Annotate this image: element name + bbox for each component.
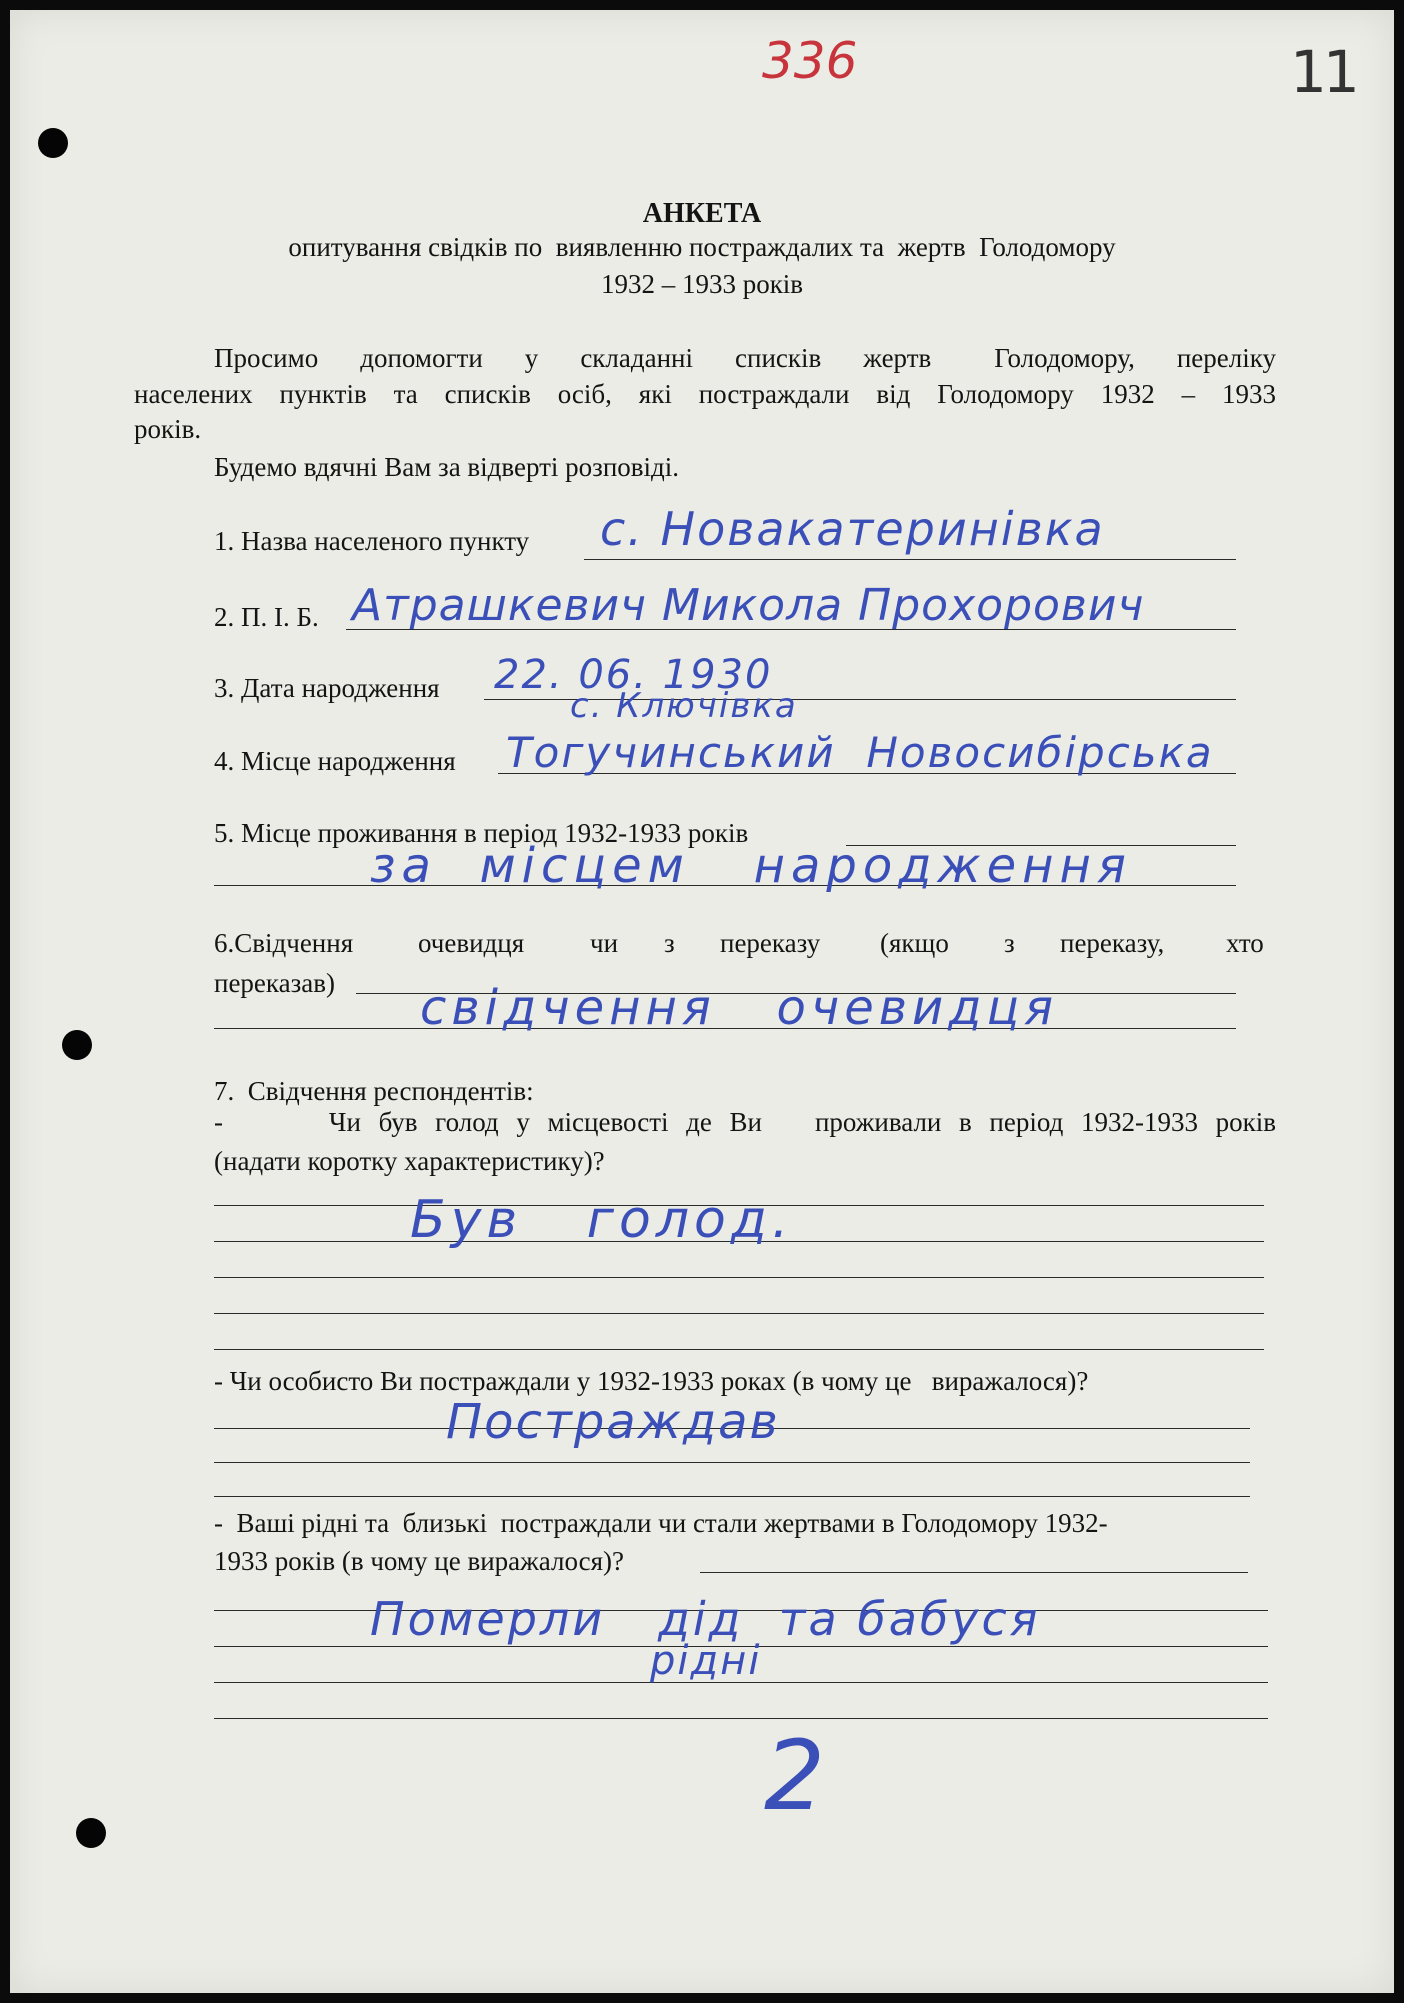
field-testimony-label-i: хто	[1226, 928, 1264, 958]
punch-hole-middle	[62, 1030, 92, 1060]
section-7-title: 7. Свідчення респондентів:	[214, 1076, 534, 1106]
answer-2-line-2	[214, 1462, 1250, 1463]
field-birthplace-value[interactable]: Тогучинський Новосибірська	[506, 728, 1214, 777]
field-testimony-label-a: 6.Свідчення	[214, 928, 354, 958]
field-testimony-label-d: з	[664, 928, 675, 958]
intro-line-1: Просимо допомогти у складанні списків жертв Голодомору, переліку	[214, 343, 1276, 373]
field-testimony-label-b: очевидця	[418, 928, 525, 958]
form-years: 1932 – 1933 років	[600, 269, 804, 299]
question-1-line-2: (надати коротку характеристику)?	[214, 1146, 605, 1176]
archive-number: 336	[762, 32, 858, 90]
field-testimony-value[interactable]: свідчення очевидця	[420, 980, 1058, 1036]
field-testimony-label-e: переказу	[720, 928, 821, 958]
field-birthdate-label: 3. Дата народження	[214, 673, 440, 703]
answer-1-line-4	[214, 1313, 1264, 1314]
field-birthplace-label: 4. Місце народження	[214, 746, 456, 776]
answer-3-value-line-2[interactable]: рідні	[650, 1638, 762, 1684]
field-name-label: 2. П. І. Б.	[214, 602, 319, 632]
answer-3-line-0	[700, 1572, 1248, 1573]
punch-hole-top	[38, 128, 68, 158]
field-settlement-value[interactable]: с. Новакатеринівка	[600, 502, 1105, 556]
field-settlement-label: 1. Назва населеного пункту	[214, 526, 530, 556]
field-testimony-label-h: переказу,	[1060, 928, 1165, 958]
field-settlement-line	[584, 559, 1236, 560]
question-2: - Чи особисто Ви постраждали у 1932-1933 роках (в чому це виражалося)?	[214, 1366, 1089, 1396]
punch-hole-bottom	[76, 1818, 106, 1848]
field-birthplace-value-top[interactable]: с. Ключівка	[570, 686, 798, 726]
form-title: АНКЕТА	[642, 198, 762, 229]
field-testimony-label-c: чи	[590, 928, 619, 958]
intro-line-2: населених пунктів та списків осіб, які постраждали від Голодомору 1932 – 1933	[134, 379, 1276, 409]
answer-1-line-3	[214, 1277, 1264, 1278]
field-residence-value[interactable]: за місцем народження	[370, 838, 1132, 894]
corner-mark: 11	[1290, 38, 1356, 106]
question-1-line-1: - Чи був голод у місцевості де Ви проживали в період 1932-1933 років	[214, 1107, 1276, 1137]
question-3-line-2: 1933 років (в чому це виражалося)?	[214, 1546, 625, 1576]
field-residence-label: 5. Місце проживання в період 1932-1933 років	[214, 818, 749, 848]
field-testimony-label-f: (якщо	[880, 928, 949, 958]
field-testimony-label-g: з	[1004, 928, 1015, 958]
intro-thanks: Будемо вдячні Вам за відверті розповіді.	[214, 452, 680, 482]
page-number: 2	[764, 1720, 826, 1832]
answer-1-line-5	[214, 1349, 1264, 1350]
field-testimony-label-2: переказав)	[214, 968, 335, 998]
field-name-value[interactable]: Атрашкевич Микола Прохорович	[352, 580, 1145, 631]
answer-3-value-line-1[interactable]: Померли дід та бабуся	[370, 1592, 1041, 1646]
answer-1-value[interactable]: Був голод.	[410, 1190, 794, 1250]
answer-3-line-4	[214, 1718, 1268, 1719]
intro-line-3: років.	[134, 414, 202, 444]
form-subtitle: опитування свідків по виявленню постраждалих та жертв Голодомору	[288, 232, 1116, 262]
answer-2-line-3	[214, 1496, 1250, 1497]
field-birthdate-value[interactable]: 22. 06. 1930	[494, 652, 773, 698]
answer-2-value[interactable]: Постраждав	[446, 1394, 780, 1450]
question-3-line-1: - Ваші рідні та близькі постраждали чи стали жертвами в Голодомору 1932-	[214, 1508, 1108, 1538]
